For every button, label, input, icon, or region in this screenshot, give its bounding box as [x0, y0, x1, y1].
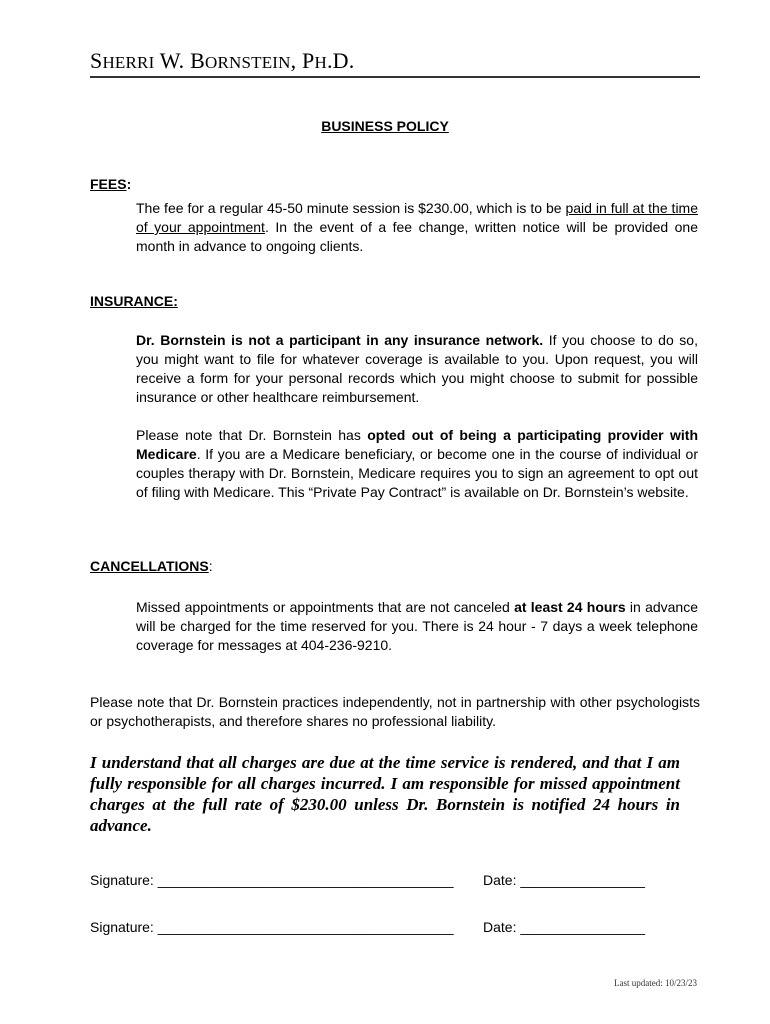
independence-note: Please note that Dr. Bornstein practices independently, not in partnership with other psychologists or psychotherapists, and therefore shares no professional liability. — [90, 694, 700, 729]
insurance-heading: INSURANCE: — [90, 293, 178, 309]
page-title: BUSINESS POLICY — [321, 118, 449, 134]
cancellations-paragraph: Missed appointments or appointments that are not canceled at least 24 hours in advance will be charged for the time reserved for you. There is 24 hour - 7 days a week telephone coverage for messages at 404-236-9210. — [136, 599, 698, 653]
cancellations-heading: CANCELLATIONS: — [90, 558, 213, 574]
signature-field-1[interactable]: Signature: ______________________________________ — [90, 872, 454, 888]
last-updated-footer: Last updated: 10/23/23 — [614, 978, 697, 988]
insurance-paragraph-2: Please note that Dr. Bornstein has opted out of being a participating provider with Medicare. If you are a Medicare beneficiary, or become one in the course of individual or couples therapy with Dr. Bornstein, Medicare requires you to sign an agreement to opt out of filing with Medicare. This “Private Pay Contract” is available on Dr. Bornstein’s website. — [136, 427, 698, 500]
fees-paragraph: The fee for a regular 45-50 minute session is $230.00, which is to be paid in full at the time of your appointment. In the event of a fee change, written notice will be provided one month in advance to ongoing clients. — [136, 200, 698, 254]
insurance-paragraph-1: Dr. Bornstein is not a participant in any insurance network. If you choose to do so, you might want to file for whatever coverage is available to you. Upon request, you will receive a form for your personal records which you might choose to submit for possible insurance or other healthcare reimbursement. — [136, 332, 698, 405]
document-header-name: SHERRI W. BORNSTEIN, PH.D. — [90, 48, 355, 73]
fees-heading: FEES: — [90, 176, 132, 192]
date-field-2[interactable]: Date: ________________ — [483, 919, 645, 935]
header-divider — [90, 76, 700, 78]
signature-row-1 — [90, 872, 700, 888]
date-field-1[interactable]: Date: ________________ — [483, 872, 645, 888]
signature-row-2 — [90, 919, 700, 935]
acknowledgement-statement: I understand that all charges are due at the time service is rendered, and that I am fully responsible for all charges incurred. I am responsible for missed appointment charges at the full rate of $230.00 unless Dr. Bornstein is notified 24 hours in advance. — [90, 753, 680, 835]
signature-field-2[interactable]: Signature: ______________________________________ — [90, 919, 454, 935]
